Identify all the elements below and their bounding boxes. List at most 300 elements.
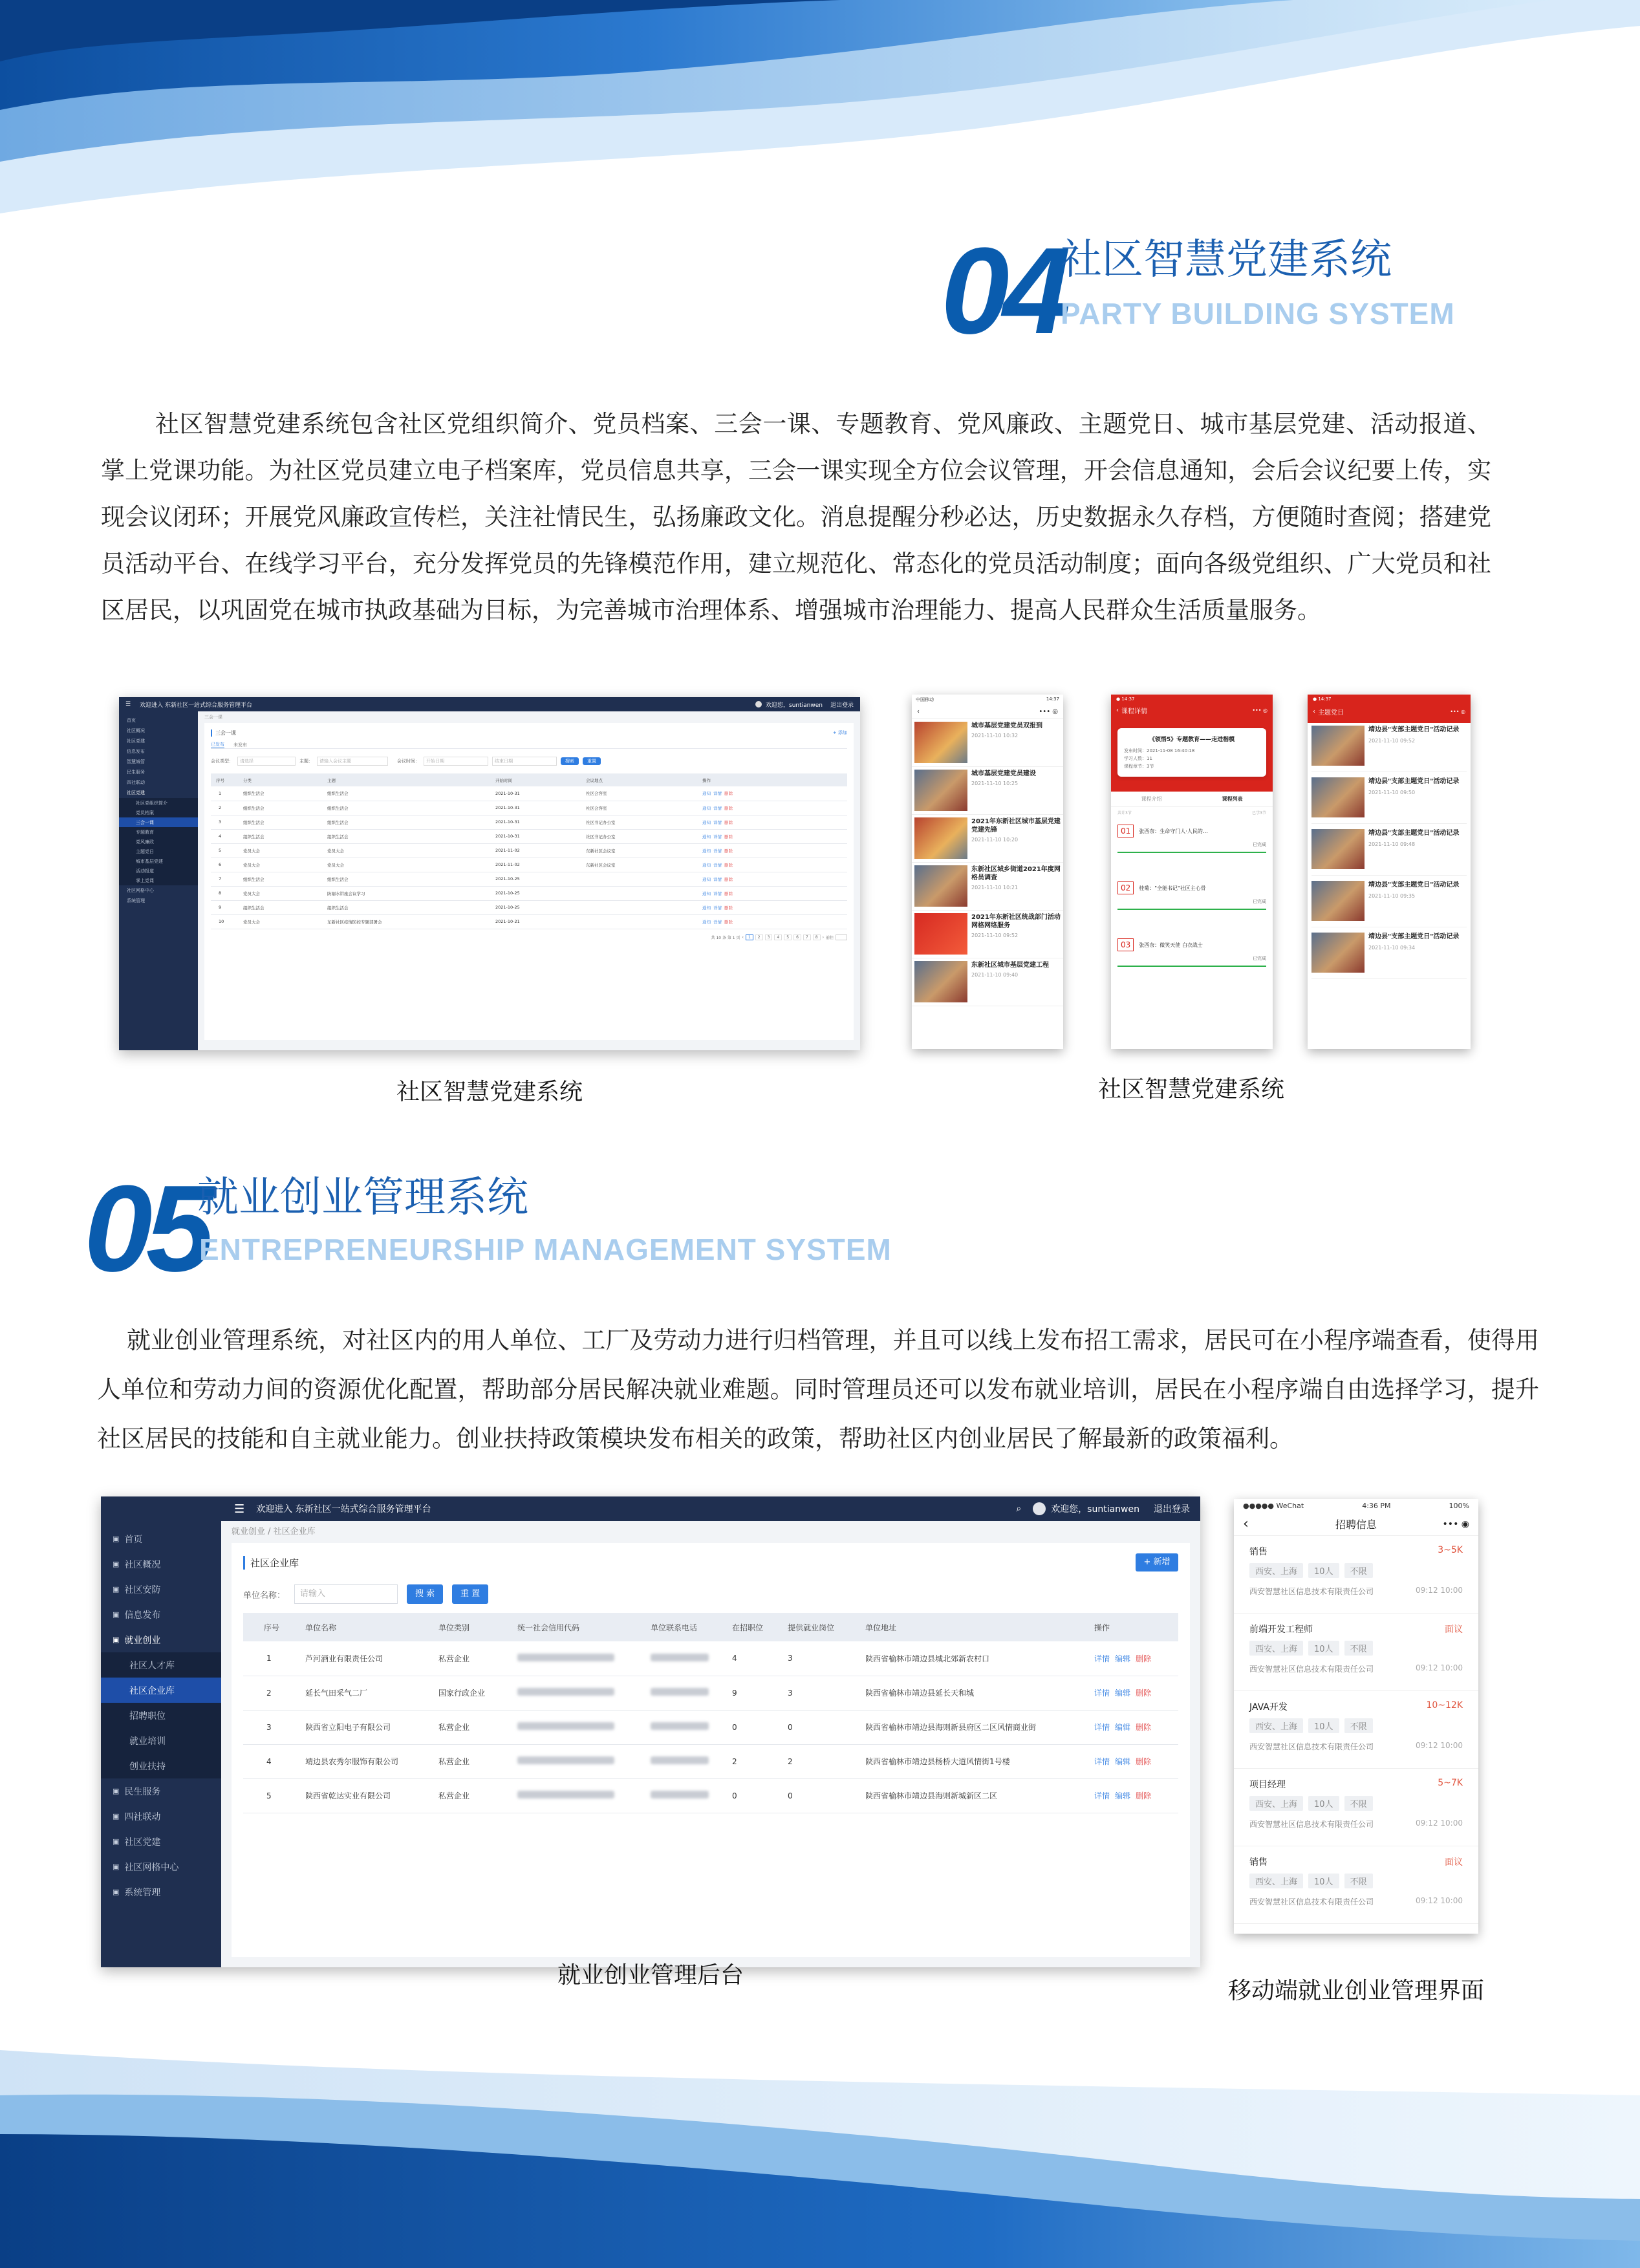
section04-number: 04 bbox=[941, 222, 1065, 360]
more-icon[interactable]: ••• ◎ bbox=[1450, 708, 1465, 715]
row-action-notify[interactable]: 通知 bbox=[702, 891, 711, 896]
sidebar-item-label: 社区网格中心 bbox=[124, 1862, 179, 1873]
job-company: 西安智慧社区信息技术有限责任公司 bbox=[1249, 1587, 1374, 1596]
table-cell: 组织生活会 bbox=[327, 815, 495, 829]
party-admin-sidebar bbox=[119, 711, 198, 1050]
table-cell: 陕西省立阳电子有限公司 bbox=[305, 1710, 438, 1744]
table-cell: 陕西省榆林市靖边县杨桥大道风情街1号楼 bbox=[865, 1744, 1094, 1778]
sidebar-item[interactable] bbox=[101, 1703, 221, 1728]
row-action-delete[interactable]: 删除 bbox=[724, 905, 733, 911]
table-row bbox=[211, 872, 847, 886]
sidebar-item-icon: ▣ bbox=[113, 1812, 120, 1820]
table-cell: 2021-11-02 bbox=[495, 858, 586, 872]
sidebar-subitem-active[interactable]: 三会一课 bbox=[119, 817, 198, 827]
row-action-delete[interactable]: 删除 bbox=[724, 862, 733, 868]
table-cell: 2021-10-25 bbox=[495, 886, 586, 900]
table-cell: 组织生活会 bbox=[243, 801, 327, 815]
row-action-delete[interactable]: 删除 bbox=[724, 791, 733, 797]
sidebar-item[interactable]: 社区党建 bbox=[127, 739, 145, 744]
table-cell: 东新社区会议室 bbox=[586, 858, 702, 872]
col-header: 统一社会信用代码 bbox=[517, 1613, 651, 1641]
table-cell: 社区会客室 bbox=[586, 786, 702, 801]
row-action-detail[interactable]: 详情 bbox=[1094, 1791, 1110, 1800]
reset-button[interactable]: 重 置 bbox=[452, 1584, 488, 1604]
sidebar-subitem[interactable]: 党风廉政 bbox=[119, 837, 198, 847]
row-action-edit[interactable]: 编辑 bbox=[1115, 1791, 1131, 1800]
table-cell: 组织生活会 bbox=[243, 900, 327, 914]
filter-label-company: 单位名称： bbox=[243, 1590, 286, 1601]
sidebar-item[interactable]: 社区党建 bbox=[127, 790, 145, 795]
page-number[interactable]: 4 bbox=[774, 934, 782, 940]
job-date: 09:12 10:00 bbox=[1416, 1586, 1463, 1595]
tab-course-intro[interactable]: 课程介绍 bbox=[1141, 796, 1162, 802]
table-cell: 0 bbox=[788, 1710, 865, 1744]
theme-header-title: 主题党日 bbox=[1318, 709, 1344, 717]
party-admin-main bbox=[198, 711, 860, 1050]
redacted-cell bbox=[517, 1778, 651, 1813]
job-tag: 10人 bbox=[1308, 1796, 1339, 1811]
theme-date: 2021-11-10 09:34 bbox=[1368, 945, 1416, 951]
table-cell: 4 bbox=[732, 1641, 788, 1676]
news-thumbnail bbox=[914, 961, 967, 1002]
news-text bbox=[967, 770, 1036, 812]
sidebar-item-active[interactable] bbox=[101, 1678, 221, 1703]
news-title: 城市基层党建党员建设 bbox=[971, 770, 1036, 777]
job-admin-topbar bbox=[101, 1496, 1200, 1521]
row-action-detail[interactable]: 详情 bbox=[713, 876, 722, 882]
row-action-notify[interactable]: 通知 bbox=[702, 805, 711, 811]
back-icon[interactable]: ‹ bbox=[917, 708, 920, 715]
col-header: 会议地点 bbox=[586, 773, 702, 786]
row-action-notify[interactable]: 通知 bbox=[702, 819, 711, 825]
sidebar-item[interactable] bbox=[101, 1753, 221, 1778]
job-salary: 3~5K bbox=[1438, 1545, 1463, 1555]
row-actions bbox=[1094, 1778, 1178, 1813]
table-cell: 2021-10-25 bbox=[495, 872, 586, 886]
filter-label-type: 会议类型： bbox=[211, 759, 233, 764]
table-row bbox=[211, 843, 847, 858]
sidebar-subitem[interactable]: 城市基层党建 bbox=[119, 856, 198, 866]
row-actions bbox=[1094, 1641, 1178, 1676]
row-action-notify[interactable]: 通知 bbox=[702, 862, 711, 868]
news-item[interactable] bbox=[912, 719, 1063, 767]
caption-job-admin: 就业创业管理后台 bbox=[557, 1962, 744, 1989]
news-item[interactable] bbox=[912, 767, 1063, 815]
page-number[interactable]: 1 bbox=[746, 934, 753, 940]
row-action-detail[interactable]: 详情 bbox=[713, 819, 722, 825]
table-cell: 2 bbox=[211, 801, 243, 815]
row-action-detail[interactable]: 详情 bbox=[1094, 1689, 1110, 1698]
row-action-delete[interactable]: 删除 bbox=[724, 834, 733, 839]
add-button[interactable]: + 新增 bbox=[1136, 1553, 1178, 1571]
theme-text bbox=[1365, 933, 1459, 978]
job-tag: 西安、上海 bbox=[1249, 1641, 1303, 1656]
table-cell: 1 bbox=[243, 1641, 305, 1676]
row-action-edit[interactable]: 编辑 bbox=[1115, 1654, 1131, 1663]
job-item[interactable] bbox=[1234, 1536, 1478, 1614]
reset-button[interactable]: 重置 bbox=[583, 757, 601, 765]
page-number[interactable]: 2 bbox=[755, 934, 763, 940]
sidebar-item[interactable] bbox=[101, 1854, 221, 1879]
news-date: 2021-11-10 10:20 bbox=[971, 837, 1019, 843]
theme-list bbox=[1308, 723, 1471, 987]
prev-page-icon[interactable]: ‹ bbox=[742, 934, 744, 940]
table-cell: 6 bbox=[211, 858, 243, 872]
theme-item[interactable] bbox=[1311, 726, 1467, 772]
job-item[interactable] bbox=[1234, 1846, 1478, 1924]
row-action-notify[interactable]: 通知 bbox=[702, 905, 711, 911]
add-button[interactable]: + 添加 bbox=[832, 730, 847, 735]
sidebar-item[interactable]: 民生服务 bbox=[127, 770, 145, 775]
news-item[interactable] bbox=[912, 863, 1063, 911]
job-tag: 不限 bbox=[1344, 1563, 1373, 1578]
theme-title: 靖边县"支部主题党日"活动记录 bbox=[1368, 726, 1460, 733]
page-number[interactable]: 8 bbox=[813, 934, 821, 940]
row-actions bbox=[702, 914, 847, 929]
table-cell: 党员大会 bbox=[327, 858, 495, 872]
row-action-notify[interactable]: 通知 bbox=[702, 791, 711, 797]
back-icon[interactable]: ‹ bbox=[1313, 707, 1315, 715]
filter-start-date[interactable]: 开始日期 bbox=[424, 757, 488, 766]
redacted-value bbox=[651, 1688, 709, 1696]
row-action-detail[interactable]: 详情 bbox=[1094, 1757, 1110, 1766]
job-admin-sidebar bbox=[101, 1521, 221, 1967]
filter-topic-input[interactable]: 请输入会议主题 bbox=[317, 757, 388, 766]
course-card-line: 发布时间：2021-11-08 16:40:18 bbox=[1124, 748, 1195, 753]
table-cell: 党员大会 bbox=[243, 858, 327, 872]
row-action-detail[interactable]: 详情 bbox=[713, 848, 722, 854]
pagination bbox=[211, 934, 847, 940]
job-salary: 5~7K bbox=[1438, 1778, 1463, 1788]
job-item[interactable] bbox=[1234, 1769, 1478, 1846]
sidebar-item[interactable] bbox=[101, 1778, 221, 1804]
page-number[interactable]: 7 bbox=[803, 934, 811, 940]
sidebar-item[interactable]: 系统管理 bbox=[127, 898, 145, 903]
row-action-edit[interactable]: 编辑 bbox=[1115, 1689, 1131, 1698]
logout-button[interactable]: 退出登录 bbox=[830, 702, 854, 709]
filter-end-date[interactable]: 结束日期 bbox=[492, 757, 557, 766]
news-date: 2021-11-10 09:40 bbox=[971, 972, 1019, 978]
more-icon[interactable]: ••• ◎ bbox=[1039, 708, 1058, 715]
meeting-table bbox=[211, 773, 847, 929]
breadcrumb: 就业创业 / 社区企业库 bbox=[232, 1527, 316, 1537]
section04-title: 社区智慧党建系统 bbox=[1061, 236, 1392, 284]
table-cell: 2021-11-02 bbox=[495, 843, 586, 858]
theme-item[interactable] bbox=[1311, 881, 1467, 927]
news-date: 2021-11-10 10:32 bbox=[971, 733, 1019, 739]
search-icon[interactable]: ⌕ bbox=[1016, 1504, 1022, 1514]
redacted-cell bbox=[517, 1641, 651, 1676]
table-row bbox=[211, 801, 847, 815]
row-action-detail[interactable]: 详情 bbox=[713, 891, 722, 896]
news-date: 2021-11-10 10:25 bbox=[971, 781, 1019, 786]
row-action-detail[interactable]: 详情 bbox=[1094, 1723, 1110, 1732]
row-action-edit[interactable]: 编辑 bbox=[1115, 1723, 1131, 1732]
sidebar-item-icon: ▣ bbox=[113, 1837, 120, 1846]
table-cell: 9 bbox=[732, 1676, 788, 1710]
more-icon[interactable]: ••• ◎ bbox=[1252, 707, 1268, 713]
sidebar-item-label: 社区安防 bbox=[124, 1584, 161, 1595]
row-action-delete[interactable]: 删除 bbox=[1136, 1757, 1152, 1766]
redacted-value bbox=[517, 1791, 614, 1798]
table-cell: 1 bbox=[211, 786, 243, 801]
theme-item[interactable] bbox=[1311, 933, 1467, 979]
row-action-delete[interactable]: 删除 bbox=[724, 876, 733, 882]
user-greeting: 欢迎您，suntianwen bbox=[766, 702, 823, 709]
page-number[interactable]: 3 bbox=[765, 934, 773, 940]
col-header: 单位联系电话 bbox=[651, 1613, 732, 1641]
course-card bbox=[1117, 728, 1266, 777]
menu-icon[interactable]: ☰ bbox=[125, 701, 131, 707]
col-header: 提供就业岗位 bbox=[788, 1613, 865, 1641]
menu-icon[interactable]: ☰ bbox=[234, 1502, 245, 1516]
table-row bbox=[243, 1676, 1178, 1710]
table-row bbox=[211, 786, 847, 801]
news-text bbox=[967, 865, 1061, 907]
table-cell: 2 bbox=[788, 1744, 865, 1778]
goto-input[interactable] bbox=[836, 934, 847, 940]
lesson-item[interactable] bbox=[1117, 881, 1266, 927]
row-action-detail[interactable]: 详情 bbox=[713, 862, 722, 868]
sidebar-item-label: 社区人才库 bbox=[129, 1660, 175, 1671]
theme-title: 靖边县"支部主题党日"活动记录 bbox=[1368, 830, 1460, 837]
back-icon[interactable]: ‹ bbox=[1116, 706, 1119, 714]
row-actions bbox=[702, 843, 847, 858]
news-item[interactable] bbox=[912, 958, 1063, 1006]
course-card-line: 学习人数：11 bbox=[1124, 756, 1152, 761]
redacted-cell bbox=[517, 1676, 651, 1710]
sidebar-item-icon: ▣ bbox=[113, 1888, 120, 1896]
party-admin-screenshot bbox=[119, 697, 860, 1050]
row-action-detail[interactable]: 详情 bbox=[713, 791, 722, 797]
row-action-detail[interactable]: 详情 bbox=[713, 805, 722, 811]
news-item[interactable] bbox=[912, 815, 1063, 863]
sidebar-item[interactable]: 四社联动 bbox=[127, 780, 145, 785]
table-cell: 私营企业 bbox=[438, 1778, 517, 1813]
tab-course-list[interactable]: 课程列表 bbox=[1222, 796, 1243, 802]
table-cell: 4 bbox=[243, 1744, 305, 1778]
table-cell: 2021-10-31 bbox=[495, 829, 586, 843]
row-action-detail[interactable]: 详情 bbox=[713, 919, 722, 925]
theme-text bbox=[1365, 881, 1459, 927]
job-company: 西安智慧社区信息技术有限责任公司 bbox=[1249, 1897, 1374, 1906]
job-tag: 西安、上海 bbox=[1249, 1563, 1303, 1578]
filter-type-select[interactable]: 请选择 bbox=[237, 757, 296, 766]
table-cell bbox=[586, 900, 702, 914]
theme-item[interactable] bbox=[1311, 829, 1467, 876]
row-action-delete[interactable]: 删除 bbox=[1136, 1791, 1152, 1800]
col-header: 在招职位 bbox=[732, 1613, 788, 1641]
tab-unpublished[interactable]: 未发布 bbox=[233, 742, 247, 748]
sidebar-item[interactable] bbox=[101, 1551, 221, 1577]
search-button[interactable]: 搜索 bbox=[561, 757, 579, 765]
row-action-delete[interactable]: 删除 bbox=[724, 848, 733, 854]
job-admin-banner: 欢迎进入 东新社区一站式综合服务管理平台 bbox=[256, 1504, 431, 1515]
table-cell: 3 bbox=[243, 1710, 305, 1744]
sidebar-item[interactable]: 首页 bbox=[127, 718, 136, 723]
row-action-detail[interactable]: 详情 bbox=[713, 905, 722, 911]
job-tag: 10人 bbox=[1308, 1641, 1339, 1656]
logout-button[interactable]: 退出登录 bbox=[1154, 1504, 1190, 1515]
table-cell: 党员大会 bbox=[243, 886, 327, 900]
table-cell: 2021-10-31 bbox=[495, 786, 586, 801]
sidebar-item[interactable] bbox=[101, 1829, 221, 1854]
theme-thumbnail bbox=[1311, 726, 1365, 766]
table-cell: 芦河酒业有限责任公司 bbox=[305, 1641, 438, 1676]
redacted-value bbox=[517, 1756, 614, 1764]
news-thumbnail bbox=[914, 865, 967, 907]
table-cell: 党员大会 bbox=[243, 914, 327, 929]
more-icon[interactable]: ••• ◉ bbox=[1442, 1518, 1469, 1529]
page-title: 社区企业库 bbox=[243, 1556, 299, 1570]
sidebar-subitem[interactable]: 主题党日 bbox=[119, 847, 198, 856]
next-page-icon[interactable]: › bbox=[822, 934, 824, 940]
sidebar-subitem[interactable]: 社区党组织简介 bbox=[119, 798, 198, 808]
redacted-value bbox=[651, 1722, 709, 1730]
sidebar-item[interactable] bbox=[101, 1728, 221, 1753]
section05-paragraph: 就业创业管理系统，对社区内的用人单位、工厂及劳动力进行归档管理，并且可以线上发布招工需求，居民可在小程序端查看，使得用人单位和劳动力间的资源优化配置，帮助部分居民解决就业难题。同时管理员还可以发布就业培训，居民在小程序端自由选择学习，提升社区居民的技能和自主就业能力。创业扶持政策模块发布相关的政策，帮助社区内创业居民了解最新的政策福利。 bbox=[97, 1326, 1539, 1453]
sidebar-item[interactable] bbox=[101, 1627, 221, 1652]
theme-text bbox=[1365, 726, 1459, 772]
table-cell: 5 bbox=[243, 1778, 305, 1813]
col-header: 主题 bbox=[327, 773, 495, 786]
sidebar-item[interactable]: 智慧城管 bbox=[127, 759, 145, 764]
news-text bbox=[967, 722, 1042, 764]
section05-title: 就业创业管理系统 bbox=[197, 1174, 528, 1222]
table-cell: 陕西省榆林市靖边县延长天和城 bbox=[865, 1676, 1094, 1710]
sidebar-item[interactable]: 社区网格中心 bbox=[127, 888, 154, 893]
sidebar-subitem[interactable]: 活动报道 bbox=[119, 866, 198, 876]
lesson-status: 已完成 bbox=[1253, 956, 1266, 961]
theme-title: 靖边县"支部主题党日"活动记录 bbox=[1368, 778, 1460, 785]
filter-label-time: 会议时间： bbox=[397, 759, 420, 764]
job-date: 09:12 10:00 bbox=[1416, 1896, 1463, 1905]
col-header: 操作 bbox=[1094, 1613, 1178, 1641]
theme-thumbnail bbox=[1311, 777, 1365, 817]
row-action-delete[interactable]: 删除 bbox=[1136, 1723, 1152, 1732]
table-row bbox=[243, 1778, 1178, 1813]
sidebar-item[interactable] bbox=[101, 1602, 221, 1627]
section05-number: 05 bbox=[84, 1160, 208, 1297]
row-action-delete[interactable]: 删除 bbox=[724, 919, 733, 925]
sidebar-item[interactable] bbox=[101, 1526, 221, 1551]
theme-text bbox=[1365, 777, 1459, 823]
jobs-header-title: 招聘信息 bbox=[1335, 1518, 1377, 1531]
table-cell: 东新社区疫情防控专题部署会 bbox=[327, 914, 495, 929]
job-title: JAVA开发 bbox=[1249, 1702, 1288, 1712]
row-action-detail[interactable]: 详情 bbox=[1094, 1654, 1110, 1663]
job-tag: 10人 bbox=[1308, 1874, 1339, 1888]
row-action-notify[interactable]: 通知 bbox=[702, 848, 711, 854]
job-salary: 面议 bbox=[1445, 1857, 1463, 1868]
row-action-delete[interactable]: 删除 bbox=[1136, 1654, 1152, 1663]
table-cell: 组织生活会 bbox=[327, 872, 495, 886]
row-actions bbox=[702, 900, 847, 914]
lesson-item[interactable] bbox=[1117, 825, 1266, 870]
table-cell: 组织生活会 bbox=[327, 829, 495, 843]
job-salary: 面议 bbox=[1445, 1625, 1463, 1635]
table-row bbox=[211, 886, 847, 900]
row-action-delete[interactable]: 删除 bbox=[724, 891, 733, 896]
news-list bbox=[912, 719, 1063, 1006]
lesson-name: 桂菊："全能书记"社区主心骨 bbox=[1139, 885, 1206, 891]
lesson-name: 张西奈：生命守门人·人民的… bbox=[1139, 828, 1208, 834]
job-item[interactable] bbox=[1234, 1614, 1478, 1691]
theme-item[interactable] bbox=[1311, 777, 1467, 824]
table-cell: 防溺水讲座会议学习 bbox=[327, 886, 495, 900]
search-button[interactable]: 搜 索 bbox=[407, 1584, 443, 1604]
row-action-edit[interactable]: 编辑 bbox=[1115, 1757, 1131, 1766]
table-cell: 2 bbox=[732, 1744, 788, 1778]
table-row bbox=[243, 1710, 1178, 1744]
row-action-notify[interactable]: 通知 bbox=[702, 834, 711, 839]
job-tag: 西安、上海 bbox=[1249, 1718, 1303, 1733]
sidebar-item[interactable] bbox=[101, 1804, 221, 1829]
news-thumbnail bbox=[914, 913, 967, 955]
filter-company-input[interactable]: 请输入 bbox=[294, 1584, 398, 1604]
sidebar-item-icon: ▣ bbox=[113, 1636, 120, 1644]
job-tag: 不限 bbox=[1344, 1796, 1373, 1811]
news-text bbox=[967, 817, 1061, 859]
table-cell: 3 bbox=[788, 1641, 865, 1676]
status-time: 14:37 bbox=[1046, 697, 1059, 702]
sidebar-item[interactable]: 信息发布 bbox=[127, 749, 145, 754]
row-action-delete[interactable]: 删除 bbox=[724, 819, 733, 825]
sidebar-item[interactable]: 社区概况 bbox=[127, 728, 145, 733]
theme-date: 2021-11-10 09:52 bbox=[1368, 738, 1416, 744]
sidebar-item[interactable] bbox=[101, 1577, 221, 1602]
table-cell: 组织生活会 bbox=[327, 786, 495, 801]
table-cell: 0 bbox=[732, 1710, 788, 1744]
phone-course-screenshot: ● 14:37 ‹ 课程详情 ••• ◎ 《领悟5》专题教育——走进楷模 发布时间：2021-11-08 16:40:18 学习人数：11 课程章节：3节 课程介绍 课程列表 共计3节 已学3节 01 张西奈：生命守门人·人民的… 已完成 02 桂菊："全能书记"社区主心骨 已完成 03 张西奈：微笑天使 白衣战士 已完成 bbox=[1111, 695, 1273, 1049]
theme-date: 2021-11-10 09:48 bbox=[1368, 841, 1416, 847]
sidebar-item[interactable] bbox=[101, 1879, 221, 1905]
table-cell: 2021-10-21 bbox=[495, 914, 586, 929]
sidebar-subitem[interactable]: 掌上党课 bbox=[119, 876, 198, 885]
row-action-notify[interactable]: 通知 bbox=[702, 919, 711, 925]
col-header: 开始时间 bbox=[495, 773, 586, 786]
lesson-list bbox=[1111, 825, 1273, 984]
theme-thumbnail bbox=[1311, 829, 1365, 869]
row-action-notify[interactable]: 通知 bbox=[702, 876, 711, 882]
row-action-detail[interactable]: 详情 bbox=[713, 834, 722, 839]
redacted-value bbox=[651, 1791, 709, 1798]
lesson-item[interactable] bbox=[1117, 938, 1266, 984]
company-table bbox=[243, 1613, 1178, 1813]
job-item[interactable] bbox=[1234, 1691, 1478, 1769]
back-icon[interactable]: ‹ bbox=[1243, 1516, 1249, 1532]
row-actions bbox=[702, 786, 847, 801]
sidebar-item-label: 招聘职位 bbox=[129, 1711, 166, 1722]
page-number[interactable]: 6 bbox=[793, 934, 801, 940]
caption-job-mobile: 移动端就业创业管理界面 bbox=[1227, 1978, 1484, 2004]
sidebar-item-label: 系统管理 bbox=[124, 1887, 161, 1898]
row-action-delete[interactable]: 删除 bbox=[724, 805, 733, 811]
news-thumbnail bbox=[914, 770, 967, 811]
col-header: 单位地址 bbox=[865, 1613, 1094, 1641]
top-wave-decoration bbox=[0, 0, 1640, 310]
sidebar-subitem[interactable]: 党员档案 bbox=[119, 808, 198, 817]
table-cell: 陕西省榆林市靖边县城北郊新农村口 bbox=[865, 1641, 1094, 1676]
news-item[interactable] bbox=[912, 911, 1063, 958]
page-number[interactable]: 5 bbox=[784, 934, 792, 940]
sidebar-subitem[interactable]: 专题教育 bbox=[119, 827, 198, 837]
job-tag: 不限 bbox=[1344, 1641, 1373, 1656]
sidebar-item[interactable] bbox=[101, 1652, 221, 1678]
job-date: 09:12 10:00 bbox=[1416, 1741, 1463, 1750]
row-action-delete[interactable]: 删除 bbox=[1136, 1689, 1152, 1698]
tab-published[interactable]: 已发布 bbox=[211, 742, 224, 747]
